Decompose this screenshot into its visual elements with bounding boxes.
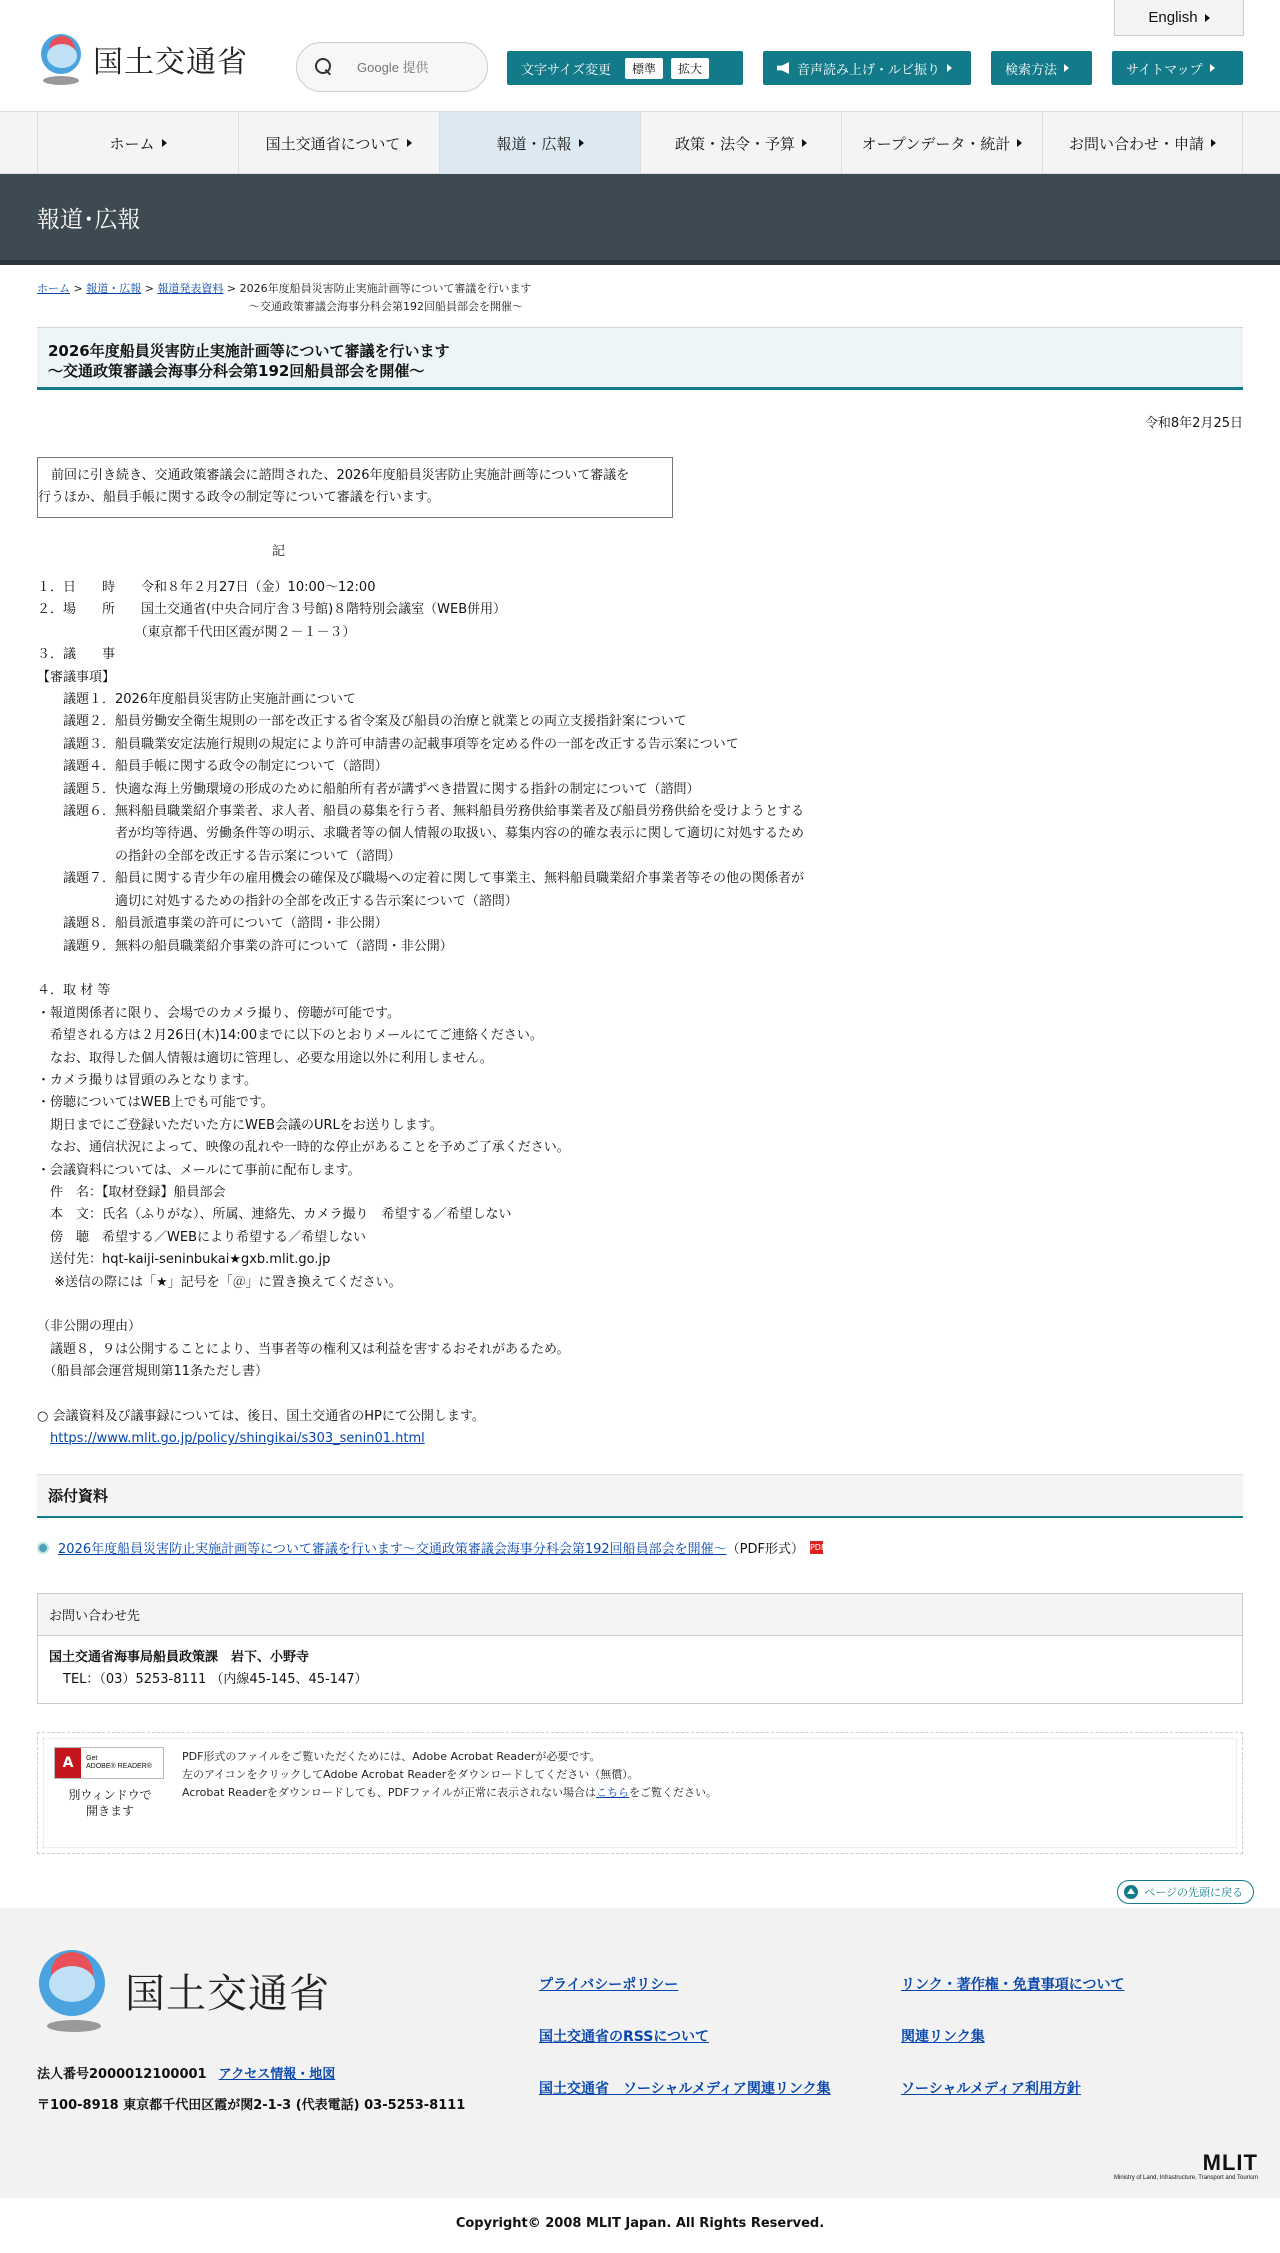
font-size-label: 文字サイズ変更 xyxy=(521,62,611,78)
voice-label: 音声読み上げ・ルビ振り xyxy=(797,62,941,78)
nav-policy[interactable]: 政策・法令・予算 xyxy=(640,112,841,174)
intro-box xyxy=(37,457,673,518)
corp-number: 法人番号2000012100001 アクセス情報・地図 xyxy=(37,2067,336,2083)
arrow-right-icon xyxy=(1210,64,1215,72)
search-method-button[interactable] xyxy=(991,51,1092,85)
body-line: 議題５．快適な海上労働環境の形成のために船舶所有者が講ずべき措置に関する指針の制定について（諮問） xyxy=(37,781,700,797)
body-line: 適切に対処するための指針の全部を改正する告示案について（諮問） xyxy=(37,893,518,909)
arrow-right-icon xyxy=(1017,139,1022,147)
body-line: 送付先：hqt-kaiji-seninbukai★gxb.mlit.go.jp xyxy=(37,1252,331,1268)
body-line: 議題８，９は公開することにより、当事者等の権利又は利益を害するおそれがあるため。 xyxy=(37,1341,570,1357)
mlit-logo-icon xyxy=(37,1948,113,2032)
release-date: 令和8年2月25日 xyxy=(1144,416,1243,431)
breadcrumb: ホーム > 報道・広報 > 報道発表資料 > 2026年度船員災害防止実施計画等について審議を行います ～交通政策審議会海事分科会第192回船員部会を開催～ xyxy=(0,265,1280,316)
social-links[interactable]: 国土交通省 ソーシャルメディア関連リンク集 xyxy=(539,2081,831,2098)
sitemap-button[interactable] xyxy=(1112,51,1243,85)
intro-line-1: 前回に引き続き、交通政策審議会に諮問された、2026年度船員災害防止実施計画等について審議を xyxy=(51,468,630,483)
acrobat-notice xyxy=(37,1732,1243,1854)
speaker-icon xyxy=(777,62,789,74)
rss-link[interactable]: 国土交通省のRSSについて xyxy=(539,2029,710,2046)
attachment-link[interactable]: 2026年度船員災害防止実施計画等について審議を行います～交通政策審議会海事分科会第192回船員部会を開催～ xyxy=(58,1542,727,1558)
body-line: ・カメラ撮りは冒頭のみとなります。 xyxy=(37,1072,257,1088)
release-body xyxy=(37,577,1280,1428)
nav-about[interactable]: 国土交通省について xyxy=(238,112,439,174)
nav-press[interactable]: 報道・広報 xyxy=(439,112,640,174)
arrow-up-icon xyxy=(1124,1885,1138,1899)
body-line: 本 文：氏名（ふりがな）、所属、連絡先、カメラ撮り 希望する／希望しない xyxy=(37,1207,512,1223)
new-window-note: 別ウィンドウで 開きます xyxy=(68,1788,152,1819)
mlit-logo-icon xyxy=(37,32,87,86)
breadcrumb-home[interactable]: ホーム xyxy=(37,282,70,295)
privacy-link[interactable]: プライバシーポリシー xyxy=(539,1977,679,1994)
search-method-label: 検索方法 xyxy=(1005,62,1058,78)
arrow-right-icon xyxy=(1064,64,1069,72)
mlit-wordmark: MLIT Ministry of Land, Infrastructure, Transport and Tourism xyxy=(1114,2150,1258,2182)
body-line xyxy=(37,958,1280,980)
site-logo[interactable] xyxy=(37,32,248,86)
body-line: ３．議 事 xyxy=(37,647,116,663)
attachments-heading: 添付資料 xyxy=(37,1474,1243,1518)
page-section-title: 報道･広報 xyxy=(0,174,1280,265)
arrow-right-icon xyxy=(947,64,952,72)
nav-opendata[interactable]: オープンデータ・統計 xyxy=(841,112,1042,174)
body-line xyxy=(37,1294,1280,1316)
body-line: 議題２．船員労働安全衛生規則の一部を改正する省令案及び船員の治療と就業との両立支援指針案について xyxy=(37,714,687,730)
body-line: ・傍聴についてはWEB上でも可能です。 xyxy=(37,1095,274,1111)
attachment-item xyxy=(37,1538,1280,1557)
body-line: 傍 聴 希望する／WEBにより希望する／希望しない xyxy=(37,1229,366,1245)
nav-home[interactable]: ホーム xyxy=(37,112,238,174)
body-line: 議題９．無料の船員職業紹介事業の許可について（諮問・非公開） xyxy=(37,938,453,954)
breadcrumb-current: 2026年度船員災害防止実施計画等について審議を行います xyxy=(239,282,532,295)
arrow-right-icon xyxy=(802,139,807,147)
nav-contact[interactable]: お問い合わせ・申請 xyxy=(1042,112,1243,174)
global-nav xyxy=(0,112,1280,174)
body-line: ２．場 所 国土交通省(中央合同庁舎３号館)８階特別会議室（WEB併用） xyxy=(37,602,507,618)
title-line-2: ～交通政策審議会海事分科会第192回船員部会を開催～ xyxy=(48,362,425,380)
body-line: ・報道関係者に限り、会場でのカメラ撮り、傍聴が可能です。 xyxy=(37,1005,400,1021)
breadcrumb-releases[interactable]: 報道発表資料 xyxy=(157,282,224,295)
body-line: 【審議事項】 xyxy=(37,669,116,685)
copyright: Copyright© 2008 MLIT Japan. All Rights Reserved. xyxy=(0,2198,1280,2248)
font-size-control xyxy=(507,51,743,85)
contact-tel: TEL：（03）5253-8111 （内線45-145、45-147） xyxy=(63,1672,368,1688)
contact-box xyxy=(37,1593,1243,1704)
english-label: English xyxy=(1148,9,1198,26)
arrow-right-icon xyxy=(162,139,167,147)
sitemap-label: サイトマップ xyxy=(1126,62,1203,78)
font-large-button[interactable]: 拡大 xyxy=(671,58,709,79)
english-button[interactable] xyxy=(1114,0,1244,36)
body-line: 議題１．2026年度船員災害防止実施計画について xyxy=(37,692,356,708)
body-line: 希望される方は２月26日(木)14:00までに以下のとおりメールにてご連絡ください。 xyxy=(37,1028,543,1044)
site-footer xyxy=(0,1908,1280,2198)
body-line: なお、取得した個人情報は適切に管理し、必要な用途以外に利用しません。 xyxy=(37,1050,493,1066)
intro-line-2: 行うほか、船員手帳に関する政令の制定等について審議を行います。 xyxy=(38,490,440,505)
bullet-icon xyxy=(37,1542,49,1554)
adobe-icon: A xyxy=(55,1748,81,1778)
body-line: ○ 会議資料及び議事録については、後日、国土交通省のHPにて公開します。 xyxy=(37,1408,485,1424)
ki-heading: 記 xyxy=(272,544,286,559)
body-line: 議題７．船員に関する青少年の雇用機会の確保及び職場への定着に関して事業主、無料船員職業紹介事業者等その他の関係者が xyxy=(37,871,805,887)
logo-text: 国土交通省 xyxy=(93,45,248,80)
acrobat-text: PDF形式のファイルをご覧いただくためには、Adobe Acrobat Readerが必要です。 左のアイコンをクリックしてAdobe Acrobat Readerをダウンロードしてください（無償）。 Acrobat Readerをダウンロードしても、PDFファイルが正常に表示されない場合はこちらをご覧ください。 xyxy=(182,1750,718,1800)
body-line: １．日 時 令和８年２月27日（金）10:00～12:00 xyxy=(37,580,376,595)
title-line-1: 2026年度船員災害防止実施計画等について審議を行います xyxy=(48,342,450,360)
body-line: 者が均等待遇、労働条件等の明示、求職者等の個人情報の取扱い、募集内容の的確な表示に関して適切に対処するため xyxy=(37,826,805,842)
copyright-link[interactable]: リンク・著作権・免責事項について xyxy=(901,1977,1125,1994)
access-link[interactable]: アクセス情報・地図 xyxy=(218,2067,336,2083)
page-top-button[interactable]: ページの先頭に戻る xyxy=(1117,1880,1254,1904)
body-line: （東京都千代田区霞が関２－１－３） xyxy=(37,624,356,640)
related-links[interactable]: 関連リンク集 xyxy=(901,2029,985,2046)
body-line: ・会議資料については、メールにて事前に配布します。 xyxy=(37,1162,361,1178)
body-line: 議題６．無料船員職業紹介事業者、求人者、船員の募集を行う者、無料船員労務供給事業者及び船員労務供給を受けようとする xyxy=(37,804,805,820)
body-line: ４．取 材 等 xyxy=(37,983,111,999)
adobe-reader-badge[interactable]: A Get ADOBE® READER® xyxy=(54,1747,164,1779)
arrow-right-icon xyxy=(1211,139,1216,147)
breadcrumb-press[interactable]: 報道・広報 xyxy=(86,282,142,295)
body-line: 議題３．船員職業安定法施行規則の規定により許可申請書の記載事項等を定める件の一部を改正する告示案について xyxy=(37,736,739,752)
body-line: ※送信の際には「★」記号を「＠」に置き換えてください。 xyxy=(37,1274,402,1290)
footer-address: 〒100-8918 東京都千代田区霞が関2-1-3 (代表電話) 03-5253-8111 xyxy=(37,2098,466,2114)
acrobat-help-link[interactable]: こちら xyxy=(596,1786,630,1800)
arrow-right-icon xyxy=(1205,14,1210,22)
site-header xyxy=(0,0,1280,112)
body-line: （船員部会運営規則第11条ただし書） xyxy=(37,1364,269,1380)
breadcrumb-current-sub: ～交通政策審議会海事分科会第192回船員部会を開催～ xyxy=(249,300,523,313)
body-line: 期日までにご登録いただいた方にWEB会議のURLをお送りします。 xyxy=(37,1117,443,1133)
attachment-format: （PDF形式） xyxy=(726,1542,804,1558)
font-standard-button[interactable]: 標準 xyxy=(625,58,663,79)
arrow-right-icon xyxy=(407,139,412,147)
social-policy-link[interactable]: ソーシャルメディア利用方針 xyxy=(901,2081,1081,2098)
footer-logo[interactable]: 国土交通省 xyxy=(37,1948,330,2032)
search-input[interactable] xyxy=(357,60,477,75)
body-line: （非公開の理由） xyxy=(37,1319,142,1335)
contact-org: 国土交通省海事局船員政策課 岩下、小野寺 xyxy=(49,1650,310,1666)
body-line: 議題４．船員手帳に関する政令の制定について（諮問） xyxy=(37,759,388,775)
body-line: 議題８．船員派遣事業の許可について（諮問・非公開） xyxy=(37,916,388,932)
hp-link[interactable]: https://www.mlit.go.jp/policy/shingikai/s303_senin01.html xyxy=(50,1431,425,1447)
arrow-right-icon xyxy=(579,139,584,147)
body-line: 件 名：【取材登録】船員部会 xyxy=(37,1184,226,1200)
page-title xyxy=(37,327,1243,390)
body-line: なお、通信状況によって、映像の乱れや一時的な停止があることを予めご了承ください。 xyxy=(37,1140,570,1156)
body-line: の指針の全部を改正する告示案について（諮問） xyxy=(37,848,401,864)
voice-reading-button[interactable] xyxy=(763,51,971,85)
contact-heading: お問い合わせ先 xyxy=(38,1594,1242,1636)
search-icon[interactable] xyxy=(315,58,333,76)
body-line xyxy=(37,1384,1280,1406)
pdf-icon: PDF xyxy=(809,1543,826,1553)
search-box[interactable] xyxy=(296,42,488,92)
